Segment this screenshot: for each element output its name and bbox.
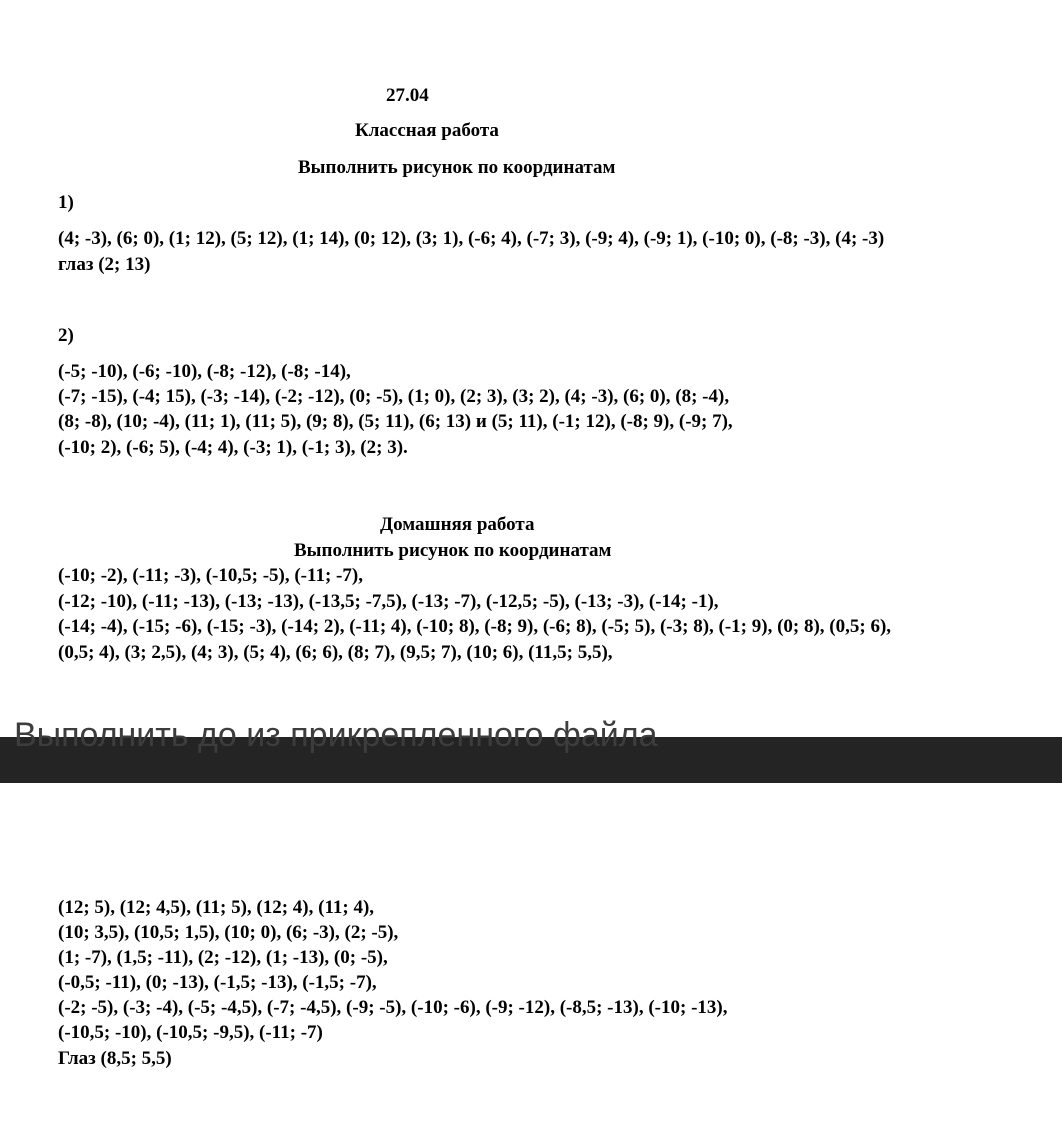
overlay-band <box>0 716 1062 783</box>
homework-instruction-title: Выполнить рисунок по координатам <box>294 540 612 561</box>
homework-coordinates-line: (0,5; 4), (3; 2,5), (4; 3), (5; 4), (6; 6), (8; 7), (9,5; 7), (10; 6), (11,5; 5,5), <box>58 642 613 663</box>
task2-coordinates-line: (-10; 2), (-6; 5), (-4; 4), (-3; 1), (-1; 3), (2; 3). <box>58 437 408 458</box>
homework-coordinates-line: (10; 3,5), (10,5; 1,5), (10; 0), (6; -3), (2; -5), <box>58 922 399 943</box>
homework-coordinates-line: (-0,5; -11), (0; -13), (-1,5; -13), (-1,5; -7), <box>58 972 377 993</box>
task1-eye: глаз (2; 13) <box>58 254 151 275</box>
date-heading: 27.04 <box>386 85 429 106</box>
homework-coordinates-line: (1; -7), (1,5; -11), (2; -12), (1; -13), (0; -5), <box>58 947 388 968</box>
task1-coordinates: (4; -3), (6; 0), (1; 12), (5; 12), (1; 14), (0; 12), (3; 1), (-6; 4), (-7; 3), (-9; 4), (-9; 1), (-10; 0), (-8; -3), (4; -3) <box>58 228 885 249</box>
overlay-caption: Выполнить до из прикрепленного файла <box>14 716 658 754</box>
homework-coordinates-line: (-10; -2), (-11; -3), (-10,5; -5), (-11; -7), <box>58 565 363 586</box>
task2-coordinates-line: (-7; -15), (-4; 15), (-3; -14), (-2; -12), (0; -5), (1; 0), (2; 3), (3; 2), (4; -3), (6; 0), (8; -4), <box>58 386 730 407</box>
homework-title: Домашняя работа <box>380 514 535 535</box>
homework-coordinates-line: (12; 5), (12; 4,5), (11; 5), (12; 4), (11; 4), <box>58 897 375 918</box>
homework-eye: Глаз (8,5; 5,5) <box>58 1048 172 1069</box>
task2-label: 2) <box>58 325 74 346</box>
class-work-title: Классная работа <box>355 120 499 141</box>
homework-coordinates-line: (-10,5; -10), (-10,5; -9,5), (-11; -7) <box>58 1022 323 1043</box>
task-instruction-title: Выполнить рисунок по координатам <box>298 157 616 178</box>
task2-coordinates-line: (-5; -10), (-6; -10), (-8; -12), (-8; -14), <box>58 361 351 382</box>
homework-coordinates-line: (-12; -10), (-11; -13), (-13; -13), (-13,5; -7,5), (-13; -7), (-12,5; -5), (-13; -3), (-14; -1), <box>58 591 719 612</box>
homework-coordinates-line: (-14; -4), (-15; -6), (-15; -3), (-14; 2), (-11; 4), (-10; 8), (-8; 9), (-6; 8), (-5; 5), (-3; 8), (-1; 9), (0; 8), (0,5; 6), <box>58 616 892 637</box>
task1-label: 1) <box>58 192 74 213</box>
homework-coordinates-line: (-2; -5), (-3; -4), (-5; -4,5), (-7; -4,5), (-9; -5), (-10; -6), (-9; -12), (-8,5; -13), (-10; -13), <box>58 997 728 1018</box>
task2-coordinates-line: (8; -8), (10; -4), (11; 1), (11; 5), (9; 8), (5; 11), (6; 13) и (5; 11), (-1; 12), (-8; 9), (-9; 7), <box>58 411 733 432</box>
